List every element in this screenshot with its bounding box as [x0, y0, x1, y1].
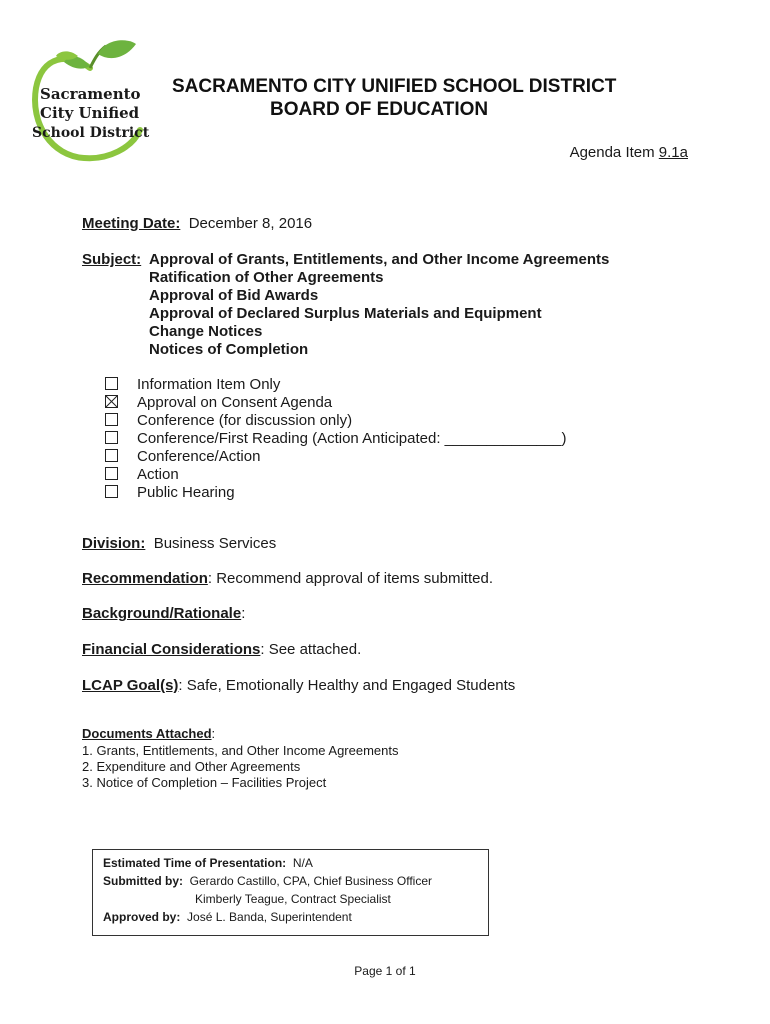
subject-line: Approval of Declared Surplus Materials and Equipment	[149, 305, 542, 322]
lcap-goals	[82, 677, 515, 695]
lcap-label: LCAP Goal(s)	[82, 677, 179, 694]
approved-value: José L. Banda, Superintendent	[187, 910, 352, 924]
option-label: Conference/Action	[137, 448, 261, 465]
background	[82, 605, 245, 623]
option-checkbox-action[interactable]	[105, 467, 118, 480]
background-value: :	[241, 605, 246, 622]
agenda-prefix: Agenda Item	[569, 144, 659, 161]
division-label: Division:	[82, 535, 146, 552]
logo-line3: School District	[32, 125, 150, 141]
subject-section	[82, 251, 149, 269]
subject-line: Approval of Grants, Entitlements, and Other Income Agreements	[149, 251, 610, 268]
submitted-by	[103, 872, 432, 890]
recommendation-label: Recommendation	[82, 570, 208, 587]
option-checkbox-consent[interactable]	[105, 395, 118, 408]
documents-label: Documents Attached	[82, 726, 212, 741]
option-label: Approval on Consent Agenda	[137, 394, 333, 411]
background-label: Background/Rationale	[82, 605, 242, 622]
meeting-date-value: December 8, 2016	[188, 215, 313, 232]
subject-line: Approval of Bid Awards	[149, 287, 319, 304]
option-label: Public Hearing	[137, 484, 235, 501]
option-checkbox-public-hearing[interactable]	[105, 485, 118, 498]
document-item: 3. Notice of Completion – Facilities Project	[82, 775, 327, 790]
submitted-label: Submitted by:	[103, 874, 183, 888]
financial-considerations	[82, 641, 361, 659]
approved-label: Approved by:	[103, 910, 181, 924]
recommendation-value: : Recommend approval of items submitted.	[207, 570, 493, 587]
document-item: 1. Grants, Entitlements, and Other Income Agreements	[82, 743, 399, 758]
documents-attached	[82, 726, 215, 742]
financial-label: Financial Considerations	[82, 641, 261, 658]
check-x-icon	[106, 396, 117, 407]
submitted-value: Gerardo Castillo, CPA, Chief Business Officer	[189, 874, 432, 888]
subject-line: Change Notices	[149, 323, 263, 340]
option-checkbox-conference-action[interactable]	[105, 449, 118, 462]
option-label: Conference/First Reading (Action Anticipated: ______________)	[137, 430, 567, 447]
page-number: Page 1 of 1	[354, 964, 416, 978]
option-label: Action	[137, 466, 179, 483]
board-title: BOARD OF EDUCATION	[270, 99, 489, 120]
time-label: Estimated Time of Presentation:	[103, 856, 287, 870]
subject-line: Notices of Completion	[149, 341, 309, 358]
recommendation	[82, 570, 493, 588]
agenda-item	[570, 144, 688, 161]
documents-suffix: :	[211, 726, 216, 741]
logo-line1: Sacramento	[40, 85, 141, 103]
approved-by	[103, 908, 352, 926]
financial-value: : See attached.	[260, 641, 362, 658]
document-item: 2. Expenditure and Other Agreements	[82, 759, 301, 774]
option-checkbox-first-reading[interactable]	[105, 431, 118, 444]
meeting-date-label: Meeting Date:	[82, 215, 181, 232]
option-checkbox-conference[interactable]	[105, 413, 118, 426]
option-label: Information Item Only	[137, 376, 281, 393]
estimated-time	[103, 854, 313, 872]
time-value: N/A	[292, 856, 313, 870]
apple-logo-icon	[28, 38, 150, 164]
logo-line2: City Unified	[40, 104, 140, 122]
option-checkbox-information[interactable]	[105, 377, 118, 390]
presentation-box	[92, 849, 489, 936]
submitted-by-second: Kimberly Teague, Contract Specialist	[195, 892, 391, 906]
meeting-date	[82, 215, 312, 233]
subject-line: Ratification of Other Agreements	[149, 269, 384, 286]
division	[82, 535, 276, 553]
district-title: SACRAMENTO CITY UNIFIED SCHOOL DISTRICT	[172, 76, 617, 97]
division-value: Business Services	[153, 535, 277, 552]
agenda-number: 9.1a	[658, 144, 688, 161]
lcap-value: : Safe, Emotionally Healthy and Engaged Students	[178, 677, 516, 694]
subject-label: Subject:	[82, 251, 142, 268]
district-logo	[28, 38, 150, 164]
option-label: Conference (for discussion only)	[137, 412, 353, 429]
